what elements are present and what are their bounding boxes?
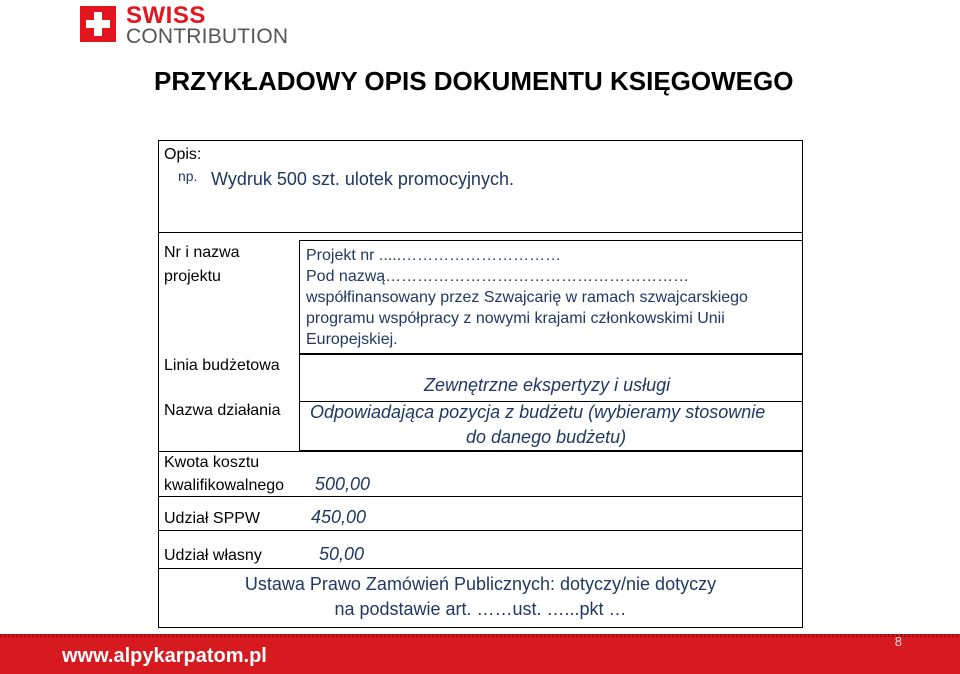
footer-url[interactable]: www.alpykarpatom.pl [62,645,267,667]
logo-mark [80,6,116,42]
footer-stripe [0,634,960,637]
sppw-label: Udział SPPW [164,510,261,527]
kwota-value: 500,00 [315,474,371,494]
linia-label: Linia budżetowa [164,357,280,374]
kwota-label-line1: Kwota kosztu [164,454,260,471]
projekt-line: Projekt nr .....………………………… [306,247,562,264]
page-number: 8 [894,634,902,649]
kwota-label-line2: kwalifikowalnego [164,477,285,494]
sppw-divider [158,530,803,531]
projekt-line: Pod nazwą………………………………………………… [306,268,690,285]
ustawa-line1: Ustawa Prawo Zamówień Publicznych: dotyczy/nie dotyczy [244,574,717,594]
wlasny-divider [158,568,803,569]
opis-value: Wydruk 500 szt. ulotek promocyjnych. [211,169,514,189]
dzialanie-label: Nazwa działania [164,402,281,419]
opis-prefix: np. [178,168,198,184]
page-title: PRZYKŁADOWY OPIS DOKUMENTU KSIĘGOWEGO [154,66,794,96]
dzialanie-value-line2: do danego budżetu) [466,427,627,447]
projekt-label-line2: projektu [164,268,221,285]
opis-divider [158,232,803,233]
projekt-label-line1: Nr i nazwa [164,244,240,261]
dzialanie-value-line1: Odpowiadająca pozycja z budżetu (wybieramy stosownie [310,402,766,422]
projekt-text [306,245,801,350]
projekt-line: programu współpracy z nowymi krajami członkowskimi Unii [306,310,725,327]
projekt-line: Europejskiej. [306,331,398,348]
sppw-value: 450,00 [311,507,367,527]
wlasny-label: Udział własny [164,547,262,564]
ustawa-line2: na podstawie art. ……ust. …...pkt … [334,599,627,619]
linia-value: Zewnętrzne ekspertyzy i usługi [424,375,671,395]
logo-text-swiss: SWISS [126,2,206,29]
projekt-line: współfinansowany przez Szwajcarię w ramach szwajcarskiego [306,289,748,306]
opis-label: Opis: [164,146,202,163]
wlasny-value: 50,00 [319,544,365,564]
logo-text-contribution: CONTRIBUTION [126,25,289,48]
